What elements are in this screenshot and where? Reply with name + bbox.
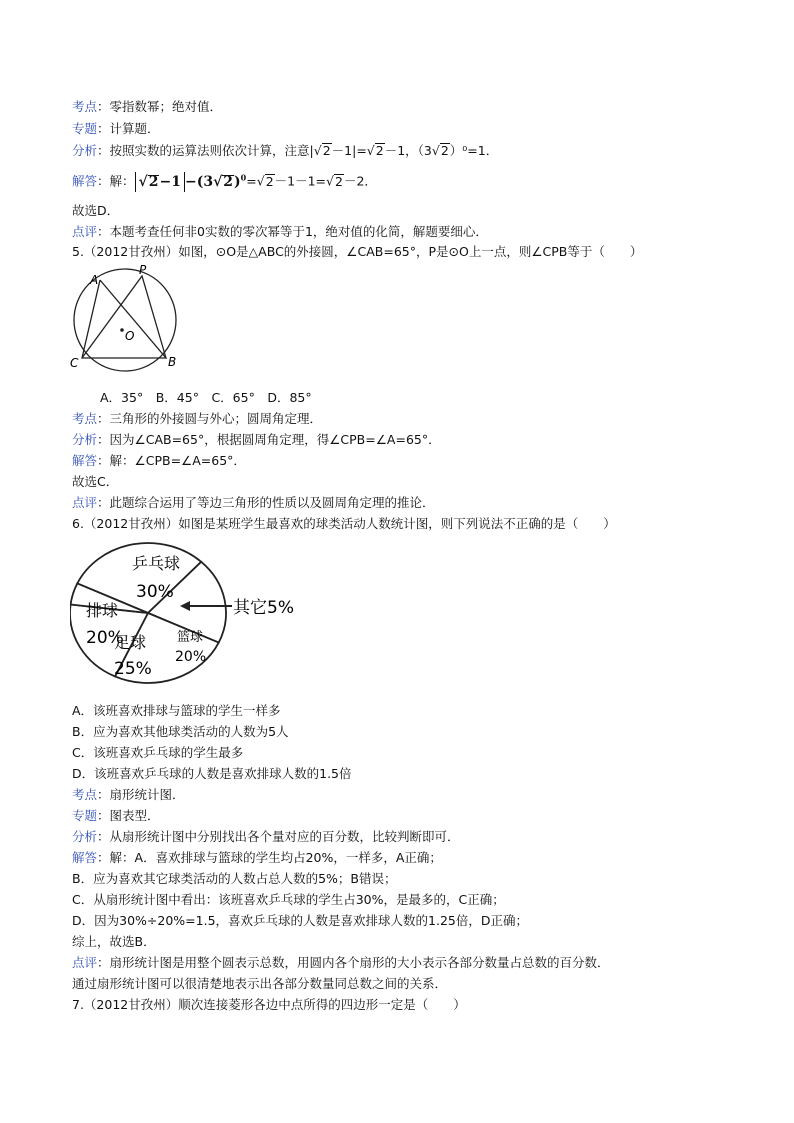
q6-stem: 6.（2012甘孜州）如图是某班学生最喜欢的球类活动人数统计图，则下列说法不正确的是（ ） xyxy=(72,516,616,531)
q6-jieda-line4: D．因为30%÷20%=1.5，喜欢乒乓球的人数是喜欢排球人数的1.25倍，D正确； xyxy=(72,913,528,928)
q5-stem: 5.（2012甘孜州）如图，⊙O是△ABC的外接圆，∠CAB=65°，P是⊙O上一点，则∠CPB等于（ ） xyxy=(72,244,643,259)
q4-jieda: 解答：解： $√2-1 -(3√2)^0=√2-1-1=√2-2$． xyxy=(72,172,377,190)
dianping-tag: 点评 xyxy=(72,224,98,239)
q5-guxuan: 故选C． xyxy=(72,474,119,489)
pie-annotation: 其它5% xyxy=(233,598,294,618)
pie-value-zuqiu: 25% xyxy=(114,659,152,679)
pie-label-pingpong: 乒乓球 xyxy=(132,554,181,573)
label-a: A xyxy=(90,273,99,287)
q6-dianping-line1: 点评：扇形统计图是用整个圆表示总数，用圆内各个扇形的大小表示各部分数量占总数的百分数． xyxy=(72,955,610,970)
q6-kaodian: 考点：扇形统计图． xyxy=(72,787,185,802)
q6-dianping-line2: 通过扇形统计图可以很清楚地表示出各部分数量同总数之间的关系． xyxy=(72,976,448,991)
label-p: P xyxy=(139,263,147,277)
pie-value-paiqiu: 20% xyxy=(86,628,124,648)
pie-label-lanqiu: 篮球 xyxy=(177,630,204,645)
q5-options: A．35° B．45° C．65° D．85° xyxy=(100,390,312,405)
q5-kaodian: 考点：三角形的外接圆与外心；圆周角定理． xyxy=(72,411,323,426)
q6-option-c: C．该班喜欢乒乓球的学生最多 xyxy=(72,745,244,760)
label-c: C xyxy=(70,356,79,370)
pie-label-zuqiu: 足球 xyxy=(114,633,147,652)
q6-jieda-line1: 解答：解：A．喜欢排球与篮球的学生均占20%，一样多，A正确； xyxy=(72,850,442,865)
q6-jieda-line2: B．应为喜欢其它球类活动的人数占总人数的5%；B错误； xyxy=(72,871,397,886)
q4-fenxi: 分析：按照实数的运算法则依次计算，注意|√2－1|=√2－1，（3√2）⁰=1． xyxy=(72,143,499,158)
triangle-abc xyxy=(82,280,166,358)
q6-option-b: B．应为喜欢其他球类活动的人数为5人 xyxy=(72,724,289,739)
zhuanti-tag: 专题 xyxy=(72,121,98,136)
q4-guxuan: 故选D． xyxy=(72,203,120,218)
formula: $√2-1 -(3√2)^0$ xyxy=(135,174,247,190)
jieda-tag: 解答 xyxy=(72,173,98,189)
q4-zhuanti: 专题：计算题． xyxy=(72,121,160,136)
pie-value-pingpong: 30% xyxy=(136,582,174,602)
q5-fenxi: 分析：因为∠CAB=65°，根据圆周角定理，得∠CPB=∠A=65°． xyxy=(72,432,441,447)
q5-jieda: 解答：解：∠CPB=∠A=65°． xyxy=(72,453,246,468)
q5-circle-figure xyxy=(62,262,192,372)
q4-kaodian: 考点：零指数幂；绝对值． xyxy=(72,99,223,114)
center-dot xyxy=(120,328,124,332)
label-o: O xyxy=(125,329,135,343)
q6-jieda-line3: C．从扇形统计图中看出：该班喜欢乒乓球的学生占30%，是最多的，C正确； xyxy=(72,892,505,907)
q7-stem: 7.（2012甘孜州）顺次连接菱形各边中点所得的四边形一定是（ ） xyxy=(72,997,466,1012)
q6-fenxi: 分析：从扇形统计图中分别找出各个量对应的百分数，比较判断即可． xyxy=(72,829,460,844)
pie-value-lanqiu: 20% xyxy=(175,649,207,665)
q6-jieda-line5: 综上，故选B． xyxy=(72,934,156,949)
q4-dianping: 点评：本题考查任何非0实数的零次幂等于1，绝对值的化简，解题要细心． xyxy=(72,224,488,239)
fenxi-tag: 分析 xyxy=(72,143,98,158)
q6-pie-chart xyxy=(70,540,310,690)
q5-dianping: 点评：此题综合运用了等边三角形的性质以及圆周角定理的推论． xyxy=(72,495,435,510)
kaodian-tag: 考点 xyxy=(72,99,98,114)
lines-cpb xyxy=(82,276,166,358)
q6-zhuanti: 专题：图表型． xyxy=(72,808,160,823)
label-b: B xyxy=(168,355,177,369)
q6-option-d: D．该班喜欢乒乓球的人数是喜欢排球人数的1.5倍 xyxy=(72,766,352,781)
q6-option-a: A．该班喜欢排球与篮球的学生一样多 xyxy=(72,703,281,718)
pie-label-paiqiu: 排球 xyxy=(86,601,119,620)
